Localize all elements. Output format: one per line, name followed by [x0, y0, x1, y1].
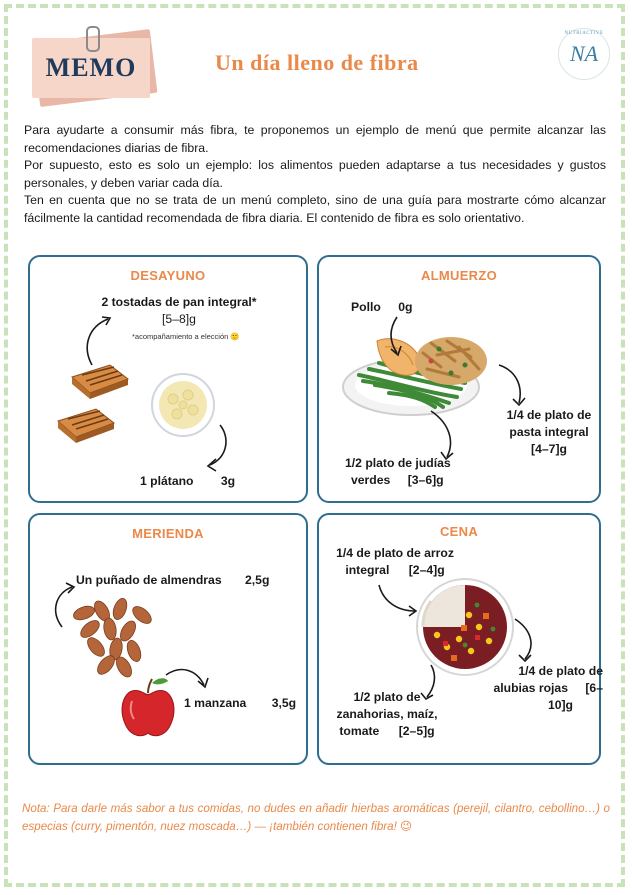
- apple-fiber: 3,5g: [271, 696, 297, 710]
- toast-name: 2 tostadas de pan integral*: [101, 295, 257, 309]
- card-merienda: [28, 513, 308, 765]
- beans-name-2: verdes: [351, 473, 391, 487]
- memo-label: MEMO: [32, 38, 150, 98]
- almonds-name: Un puñado de almendras: [76, 573, 222, 587]
- rice-name-2: integral: [345, 563, 390, 577]
- rice-name: 1/4 de plato de arroz: [336, 546, 454, 560]
- brand-logo: [558, 28, 610, 80]
- toast-fiber: [5–8]g: [162, 312, 196, 326]
- almonds-fiber: 2,5g: [245, 573, 270, 587]
- toast-icon: [58, 409, 114, 443]
- banana-fiber: 3g: [220, 474, 236, 488]
- banana-bowl-icon: [152, 374, 214, 436]
- veg-name: 1/2 plato de: [353, 690, 421, 704]
- beans-fiber: [3–6]g: [407, 473, 444, 487]
- almonds-icon: [72, 597, 155, 680]
- page-title: Un día lleno de fibra: [215, 50, 419, 75]
- card-desayuno: [28, 255, 308, 503]
- pasta-fiber: [4–7]g: [531, 442, 567, 456]
- redbeans-fiber: [6–: [585, 681, 603, 695]
- pasta-label: [497, 407, 601, 458]
- veg-name-2: zanahorias, maíz,: [336, 707, 438, 721]
- apple-icon: [122, 678, 174, 735]
- arrow-toast: [87, 319, 108, 365]
- intro-text: [24, 122, 606, 228]
- pasta-icon: [415, 337, 487, 385]
- intro-paragraph: Para ayudarte a consumir más fibra, te proponemos un ejemplo de menú que permite alcanzar las recomendaciones diarias de fibra.: [24, 123, 606, 155]
- card-almuerzo: [317, 255, 601, 503]
- dinner-bowl-icon: [417, 579, 513, 675]
- banana-name: 1 plátano: [140, 474, 194, 488]
- veg-label: [327, 689, 447, 740]
- redbeans-name: 1/4 de plato de: [518, 664, 603, 678]
- arrow-apple: [166, 670, 204, 685]
- apple-name: 1 manzana: [184, 696, 247, 710]
- card-title: ALMUERZO: [420, 268, 498, 283]
- apple-label: [184, 695, 296, 712]
- beans-name: 1/2 plato de judías: [345, 456, 451, 470]
- breakfast-illustration: [30, 257, 310, 505]
- veg-name-3: tomate: [339, 724, 380, 738]
- card-title: MERIENDA: [132, 526, 204, 541]
- arrow-pasta: [499, 365, 520, 403]
- toast-note: *acompañamiento a elección 🙂: [132, 332, 240, 341]
- brand-logo-text: NA: [569, 41, 599, 66]
- footer-note: Nota: Para darle más sabor a tus comidas, no dudes en añadir hierbas aromáticas (perejil, cilantro, cebollino…) o especias (curry, pimentón, nuez moscada…) — ¡también contienen fibra! 😉: [22, 802, 610, 833]
- memo-note: [28, 26, 158, 106]
- banana-label: [140, 473, 235, 490]
- pasta-name-2: pasta integral: [509, 425, 589, 439]
- card-title: CENA: [439, 524, 479, 539]
- arrow-banana: [210, 425, 226, 465]
- chicken-name: Pollo: [351, 300, 381, 314]
- chicken-fiber: 0g: [398, 300, 413, 314]
- arrow-almonds: [56, 587, 72, 627]
- brand-logo-small: NUTRIACTIVE: [564, 31, 604, 36]
- redbeans-name-2: alubias rojas: [493, 681, 568, 695]
- rice-fiber: [2–4]g: [408, 563, 445, 577]
- beans-label: [345, 455, 451, 489]
- paperclip-icon: [86, 26, 100, 52]
- card-cena: [317, 513, 601, 765]
- veg-fiber: [2–5]g: [398, 724, 435, 738]
- snack-illustration: [30, 515, 310, 767]
- redbeans-fiber-2: 10]g: [547, 698, 573, 712]
- toast-icon: [72, 365, 128, 399]
- intro-paragraph: Ten en cuenta que no se trata de un menú completo, sino de una guía para mostrarte cómo alcanzar fácilmente la cantidad recomendada de fibra diaria. El contenido de fibra es solo orientativo.: [24, 193, 606, 225]
- pasta-name: 1/4 de plato de: [506, 408, 592, 422]
- card-title: DESAYUNO: [130, 268, 206, 283]
- intro-paragraph: Por supuesto, esto es solo un ejemplo: los alimentos pueden adaptarse a tus necesidades y gustos personales, y deben variar cada día.: [24, 158, 606, 190]
- redbeans-label: [485, 663, 603, 714]
- arrow-beans: [431, 411, 450, 457]
- arrow-redbeans: [515, 619, 531, 659]
